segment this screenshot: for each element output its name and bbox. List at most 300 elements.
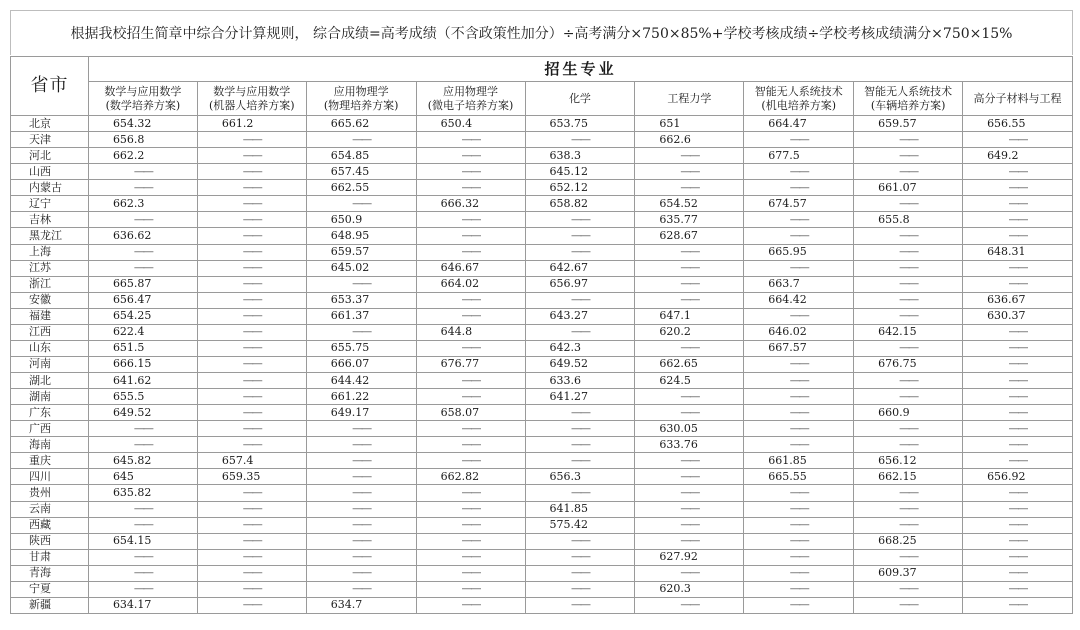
score-cell: —— — [963, 228, 1073, 244]
score-cell: —— — [197, 581, 306, 597]
score-cell: —— — [854, 340, 963, 356]
score-cell: —— — [635, 485, 744, 501]
score-cell: 636.67 — [963, 292, 1073, 308]
score-cell: —— — [306, 437, 416, 453]
score-cell: —— — [416, 244, 525, 260]
score-cell: —— — [306, 196, 416, 212]
table-row — [11, 148, 1073, 164]
score-cell: —— — [963, 565, 1073, 581]
table-row — [11, 228, 1073, 244]
score-cell: —— — [854, 597, 963, 613]
province-cell: 河南 — [11, 356, 89, 372]
score-cell: —— — [635, 148, 744, 164]
score-cell: —— — [197, 260, 306, 276]
score-cell: —— — [525, 453, 635, 469]
score-cell: —— — [635, 565, 744, 581]
table-row — [11, 453, 1073, 469]
score-cell: 642.67 — [525, 260, 635, 276]
score-cell: 645.12 — [525, 164, 635, 180]
score-cell: —— — [88, 565, 197, 581]
score-cell: —— — [963, 196, 1073, 212]
score-cell: —— — [525, 228, 635, 244]
major-column-header — [416, 82, 525, 116]
score-cell: 655.75 — [306, 340, 416, 356]
score-cell: —— — [416, 597, 525, 613]
table-row — [11, 501, 1073, 517]
score-cell: —— — [416, 453, 525, 469]
score-cell: —— — [963, 276, 1073, 292]
score-cell: —— — [197, 549, 306, 565]
score-cell: 676.77 — [416, 356, 525, 372]
score-cell: —— — [197, 340, 306, 356]
score-cell: —— — [197, 533, 306, 549]
score-cell: —— — [525, 244, 635, 260]
score-cell: —— — [416, 421, 525, 437]
score-cell: —— — [635, 244, 744, 260]
score-document — [10, 10, 1073, 624]
score-cell: —— — [306, 517, 416, 533]
score-cell: 652.12 — [525, 180, 635, 196]
score-cell: 665.95 — [744, 244, 854, 260]
table-row — [11, 292, 1073, 308]
score-cell: —— — [416, 389, 525, 405]
score-cell: —— — [88, 180, 197, 196]
score-cell: 650.9 — [306, 212, 416, 228]
major-program: (物理培养方案) — [323, 98, 399, 112]
score-cell: 651.5 — [88, 340, 197, 356]
score-cell: 638.3 — [525, 148, 635, 164]
score-cell: 630.05 — [635, 421, 744, 437]
score-cell: —— — [854, 517, 963, 533]
score-cell: 662.15 — [854, 469, 963, 485]
score-cell: —— — [635, 597, 744, 613]
province-cell: 陕西 — [11, 533, 89, 549]
major-program: (数学培养方案) — [105, 98, 181, 112]
score-cell: —— — [744, 517, 854, 533]
score-cell: —— — [854, 308, 963, 324]
score-cell: —— — [197, 180, 306, 196]
score-cell: —— — [416, 437, 525, 453]
major-program: (车辆培养方案) — [870, 98, 946, 112]
score-cell: 654.32 — [88, 116, 197, 132]
score-cell: —— — [197, 324, 306, 340]
score-cell: —— — [197, 405, 306, 421]
score-cell: —— — [854, 581, 963, 597]
score-cell: 665.62 — [306, 116, 416, 132]
province-cell: 吉林 — [11, 212, 89, 228]
score-cell: —— — [635, 501, 744, 517]
score-cell: 660.9 — [854, 405, 963, 421]
score-cell: 654.25 — [88, 308, 197, 324]
major-name: 应用物理学 — [443, 84, 499, 98]
major-name: 数学与应用数学 — [213, 84, 291, 98]
score-cell: 634.7 — [306, 597, 416, 613]
major-name: 化学 — [568, 91, 591, 105]
score-cell: —— — [197, 292, 306, 308]
score-cell: 649.52 — [525, 356, 635, 372]
province-cell: 海南 — [11, 437, 89, 453]
score-cell: 633.76 — [635, 437, 744, 453]
score-cell: —— — [197, 373, 306, 389]
score-cell: —— — [635, 276, 744, 292]
score-cell: 645 — [88, 469, 197, 485]
score-cell: —— — [525, 533, 635, 549]
score-cell: 642.3 — [525, 340, 635, 356]
score-cell: —— — [197, 276, 306, 292]
province-cell: 广西 — [11, 421, 89, 437]
major-program: (机电培养方案) — [761, 98, 837, 112]
score-cell: —— — [744, 421, 854, 437]
score-cell: —— — [635, 517, 744, 533]
major-name: 应用物理学 — [333, 84, 389, 98]
table-row — [11, 581, 1073, 597]
score-cell: —— — [197, 437, 306, 453]
score-cell: 654.85 — [306, 148, 416, 164]
score-cell: —— — [416, 581, 525, 597]
score-cell: —— — [197, 517, 306, 533]
score-cell: 642.15 — [854, 324, 963, 340]
score-cell: —— — [197, 501, 306, 517]
score-cell: 653.75 — [525, 116, 635, 132]
score-cell: —— — [306, 276, 416, 292]
table-row — [11, 244, 1073, 260]
score-cell: —— — [744, 565, 854, 581]
score-cell: 656.12 — [854, 453, 963, 469]
score-cell: —— — [963, 180, 1073, 196]
score-cell: —— — [416, 228, 525, 244]
score-cell: 645.82 — [88, 453, 197, 469]
score-cell: 644.8 — [416, 324, 525, 340]
major-column-header — [854, 82, 963, 116]
table-row — [11, 437, 1073, 453]
score-cell: —— — [416, 132, 525, 148]
score-cell: 664.42 — [744, 292, 854, 308]
score-cell: —— — [635, 180, 744, 196]
score-cell: —— — [197, 196, 306, 212]
table-row — [11, 116, 1073, 132]
score-cell: —— — [963, 501, 1073, 517]
score-cell: —— — [635, 164, 744, 180]
score-cell: —— — [525, 597, 635, 613]
score-cell: 661.07 — [854, 180, 963, 196]
major-name: 高分子材料与工程 — [973, 91, 1062, 105]
score-cell: 655.5 — [88, 389, 197, 405]
province-cell: 贵州 — [11, 485, 89, 501]
score-cell: —— — [744, 356, 854, 372]
score-cell: 636.62 — [88, 228, 197, 244]
table-row — [11, 324, 1073, 340]
score-cell: —— — [854, 244, 963, 260]
score-cell: —— — [197, 308, 306, 324]
score-cell: 662.65 — [635, 356, 744, 372]
score-cell: —— — [963, 373, 1073, 389]
score-cell: —— — [306, 453, 416, 469]
score-cell: —— — [525, 132, 635, 148]
score-cell: 633.6 — [525, 373, 635, 389]
major-group-header: 招生专业 — [88, 57, 1072, 82]
score-cell: —— — [963, 356, 1073, 372]
table-row — [11, 517, 1073, 533]
score-cell: 630.37 — [963, 308, 1073, 324]
score-cell: 677.5 — [744, 148, 854, 164]
major-name: 智能无人系统技术 — [864, 84, 953, 98]
major-column-header — [963, 82, 1073, 116]
score-cell: —— — [963, 517, 1073, 533]
province-cell: 山东 — [11, 340, 89, 356]
score-cell: —— — [88, 517, 197, 533]
major-program: (微电子培养方案) — [427, 98, 514, 112]
score-cell: —— — [854, 196, 963, 212]
score-cell: 666.07 — [306, 356, 416, 372]
score-cell: —— — [197, 389, 306, 405]
score-cell: —— — [744, 485, 854, 501]
table-row — [11, 389, 1073, 405]
score-cell: —— — [306, 533, 416, 549]
score-cell: —— — [525, 421, 635, 437]
score-cell: 648.31 — [963, 244, 1073, 260]
score-cell: —— — [744, 581, 854, 597]
score-cell: —— — [744, 132, 854, 148]
score-cell: 662.3 — [88, 196, 197, 212]
score-cell: 654.15 — [88, 533, 197, 549]
province-cell: 辽宁 — [11, 196, 89, 212]
score-cell: 667.57 — [744, 340, 854, 356]
score-cell: —— — [744, 212, 854, 228]
province-cell: 天津 — [11, 132, 89, 148]
score-cell: —— — [525, 485, 635, 501]
score-cell: —— — [963, 581, 1073, 597]
score-cell: 666.32 — [416, 196, 525, 212]
score-cell: —— — [744, 597, 854, 613]
score-cell: —— — [306, 549, 416, 565]
score-cell: 658.07 — [416, 405, 525, 421]
score-cell: —— — [197, 164, 306, 180]
score-cell: —— — [854, 292, 963, 308]
score-cell: —— — [197, 228, 306, 244]
table-row — [11, 597, 1073, 613]
score-cell: —— — [197, 565, 306, 581]
score-cell: —— — [744, 501, 854, 517]
score-cell: —— — [854, 485, 963, 501]
score-cell: —— — [963, 164, 1073, 180]
score-cell: —— — [963, 549, 1073, 565]
score-cell: —— — [963, 485, 1073, 501]
score-cell: —— — [88, 244, 197, 260]
province-cell: 江苏 — [11, 260, 89, 276]
province-cell: 广东 — [11, 405, 89, 421]
score-cell: —— — [854, 276, 963, 292]
score-cell: 646.02 — [744, 324, 854, 340]
table-row — [11, 469, 1073, 485]
score-cell: 655.8 — [854, 212, 963, 228]
score-cell: —— — [525, 324, 635, 340]
score-cell: —— — [744, 164, 854, 180]
score-cell: 646.67 — [416, 260, 525, 276]
score-cell: 661.22 — [306, 389, 416, 405]
score-cell: 661.2 — [197, 116, 306, 132]
score-cell: —— — [854, 421, 963, 437]
score-cell: —— — [744, 228, 854, 244]
score-cell: 659.57 — [854, 116, 963, 132]
score-cell: —— — [963, 324, 1073, 340]
score-cell: —— — [525, 565, 635, 581]
score-cell: —— — [744, 308, 854, 324]
score-cell: —— — [963, 389, 1073, 405]
score-table — [10, 56, 1073, 614]
province-cell: 新疆 — [11, 597, 89, 613]
province-cell: 西藏 — [11, 517, 89, 533]
score-cell: 620.3 — [635, 581, 744, 597]
score-cell: —— — [88, 549, 197, 565]
score-cell: 575.42 — [525, 517, 635, 533]
score-cell: —— — [306, 501, 416, 517]
score-cell: 651 — [635, 116, 744, 132]
table-row — [11, 180, 1073, 196]
score-cell: —— — [963, 437, 1073, 453]
score-cell: 657.45 — [306, 164, 416, 180]
score-cell: 649.52 — [88, 405, 197, 421]
score-cell: —— — [306, 132, 416, 148]
score-cell: —— — [635, 533, 744, 549]
score-cell: —— — [744, 260, 854, 276]
score-cell: 656.47 — [88, 292, 197, 308]
score-cell: 635.77 — [635, 212, 744, 228]
score-cell: —— — [744, 533, 854, 549]
formula-caption: 根据我校招生简章中综合分计算规则， 综合成绩=高考成绩（不含政策性加分）÷高考满分×750×85%+学校考核成绩÷学校考核成绩满分×750×15% — [10, 10, 1073, 55]
score-cell: —— — [416, 164, 525, 180]
score-cell: —— — [416, 180, 525, 196]
score-cell: —— — [306, 485, 416, 501]
major-program: (机器人培养方案) — [208, 98, 295, 112]
score-cell: —— — [744, 405, 854, 421]
score-cell: 641.62 — [88, 373, 197, 389]
score-cell: 661.85 — [744, 453, 854, 469]
score-cell: —— — [744, 437, 854, 453]
score-cell: —— — [854, 389, 963, 405]
score-cell: 676.75 — [854, 356, 963, 372]
score-cell: 609.37 — [854, 565, 963, 581]
score-cell: 645.02 — [306, 260, 416, 276]
score-cell: —— — [635, 292, 744, 308]
score-cell: —— — [525, 581, 635, 597]
score-cell: —— — [88, 581, 197, 597]
score-cell: 628.67 — [635, 228, 744, 244]
province-cell: 福建 — [11, 308, 89, 324]
major-column-header — [635, 82, 744, 116]
score-cell: 620.2 — [635, 324, 744, 340]
major-name: 智能无人系统技术 — [754, 84, 843, 98]
score-cell: —— — [197, 244, 306, 260]
province-cell: 甘肃 — [11, 549, 89, 565]
score-cell: —— — [963, 405, 1073, 421]
score-cell: —— — [306, 469, 416, 485]
score-cell: —— — [854, 164, 963, 180]
score-cell: 661.37 — [306, 308, 416, 324]
score-cell: 650.4 — [416, 116, 525, 132]
score-cell: —— — [635, 389, 744, 405]
score-cell: —— — [744, 373, 854, 389]
province-cell: 北京 — [11, 116, 89, 132]
province-cell: 四川 — [11, 469, 89, 485]
score-cell: —— — [416, 340, 525, 356]
score-cell: —— — [854, 549, 963, 565]
province-cell: 山西 — [11, 164, 89, 180]
score-cell: 622.4 — [88, 324, 197, 340]
score-cell: —— — [416, 212, 525, 228]
score-cell: —— — [854, 373, 963, 389]
major-name: 数学与应用数学 — [104, 84, 182, 98]
table-row — [11, 549, 1073, 565]
score-cell: —— — [635, 469, 744, 485]
score-cell: —— — [197, 212, 306, 228]
score-cell: 627.92 — [635, 549, 744, 565]
score-cell: —— — [963, 340, 1073, 356]
province-cell: 宁夏 — [11, 581, 89, 597]
score-cell: —— — [416, 308, 525, 324]
major-name: 工程力学 — [667, 91, 712, 105]
score-cell: —— — [963, 260, 1073, 276]
score-cell: —— — [416, 517, 525, 533]
score-cell: —— — [197, 597, 306, 613]
score-cell: 662.82 — [416, 469, 525, 485]
major-column-header — [306, 82, 416, 116]
province-cell: 重庆 — [11, 453, 89, 469]
score-cell: —— — [744, 549, 854, 565]
score-cell: 641.85 — [525, 501, 635, 517]
score-cell: —— — [416, 148, 525, 164]
score-cell: —— — [525, 405, 635, 421]
score-cell: —— — [963, 597, 1073, 613]
province-cell: 江西 — [11, 324, 89, 340]
score-cell: 656.55 — [963, 116, 1073, 132]
score-cell: —— — [88, 260, 197, 276]
score-cell: —— — [525, 212, 635, 228]
major-column-header — [88, 82, 197, 116]
score-cell: —— — [306, 421, 416, 437]
score-cell: —— — [635, 453, 744, 469]
score-cell: —— — [963, 453, 1073, 469]
score-cell: 656.97 — [525, 276, 635, 292]
score-cell: 649.17 — [306, 405, 416, 421]
table-row — [11, 565, 1073, 581]
score-cell: —— — [416, 373, 525, 389]
score-cell: —— — [306, 581, 416, 597]
score-cell: —— — [306, 565, 416, 581]
score-cell: 659.57 — [306, 244, 416, 260]
score-cell: 659.35 — [197, 469, 306, 485]
score-cell: —— — [88, 212, 197, 228]
score-cell: —— — [963, 421, 1073, 437]
province-cell: 湖北 — [11, 373, 89, 389]
major-column-header — [744, 82, 854, 116]
score-cell: —— — [963, 132, 1073, 148]
score-cell: 665.87 — [88, 276, 197, 292]
score-cell: 647.1 — [635, 308, 744, 324]
score-cell: —— — [197, 148, 306, 164]
table-row — [11, 196, 1073, 212]
table-row — [11, 132, 1073, 148]
table-row — [11, 405, 1073, 421]
table-row — [11, 164, 1073, 180]
score-cell: —— — [416, 292, 525, 308]
score-cell: —— — [197, 485, 306, 501]
table-row — [11, 421, 1073, 437]
score-cell: 665.55 — [744, 469, 854, 485]
score-cell: —— — [197, 421, 306, 437]
province-cell: 黑龙江 — [11, 228, 89, 244]
score-cell: 656.8 — [88, 132, 197, 148]
score-cell: —— — [525, 549, 635, 565]
